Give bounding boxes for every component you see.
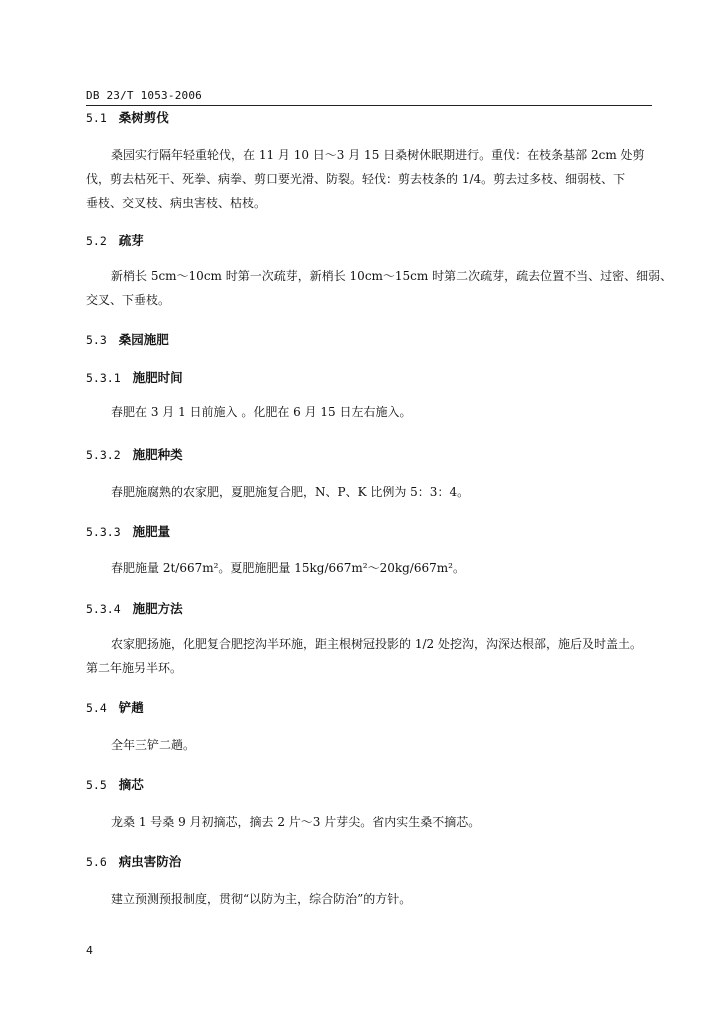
section-title: 施肥量: [132, 524, 171, 539]
section-title: 施肥种类: [132, 447, 183, 462]
section-title: 桑树剪伐: [118, 110, 169, 125]
document-code: DB 23/T 1053-2006: [86, 89, 202, 102]
section-paragraph-5-4: [86, 733, 654, 757]
paragraph-line: 交叉、下垂枝。: [86, 293, 171, 307]
paragraph-line: 全年三铲二趟。: [111, 738, 196, 752]
paragraph-line: 垂枝、交叉枝、病虫害枝、枯枝。: [86, 196, 267, 210]
header-rule: [86, 105, 652, 106]
section-number: 5.4: [86, 701, 107, 715]
section-heading-5-4: [86, 698, 144, 716]
section-heading-5-3: [86, 330, 169, 348]
section-heading-5-3-2: [86, 445, 183, 463]
paragraph-line: 伐，剪去枯死干、死拳、病拳、剪口要光滑、防裂。轻伐：剪去枝条的 1/4。剪去过多枝、细弱枝、下: [86, 172, 626, 186]
paragraph-line: 春肥施量 2t/667m²。夏肥施肥量 15kg/667m²～20kg/667m²。: [111, 561, 465, 575]
paragraph-line: 春肥在 3 月 1 日前施入 。化肥在 6 月 15 日左右施入。: [111, 405, 412, 419]
section-title: 摘芯: [118, 777, 144, 792]
section-number: 5.3.4: [86, 602, 121, 616]
section-number: 5.3.1: [86, 371, 121, 385]
page-number: 4: [86, 944, 93, 957]
section-paragraph-5-3-2: [86, 480, 654, 504]
section-paragraph-5-2: [86, 264, 673, 312]
section-paragraph-5-3-1: [86, 400, 654, 424]
section-heading-5-3-4: [86, 599, 183, 617]
section-number: 5.5: [86, 778, 107, 792]
section-title: 铲趟: [118, 700, 144, 715]
section-heading-5-3-3: [86, 522, 170, 540]
section-number: 5.1: [86, 111, 107, 125]
section-heading-5-2: [86, 231, 144, 249]
paragraph-line: 桑园实行隔年轻重轮伐，在 11 月 10 日～3 月 15 日桑树休眠期进行。重伐：在枝条基部 2cm 处剪: [111, 148, 645, 162]
section-heading-5-1: [86, 108, 169, 126]
section-heading-5-6: [86, 852, 181, 870]
section-heading-5-5: [86, 775, 144, 793]
section-number: 5.3: [86, 333, 107, 347]
section-paragraph-5-3-3: [86, 556, 654, 580]
section-title: 施肥时间: [132, 370, 183, 385]
section-title: 病虫害防治: [118, 854, 182, 869]
section-paragraph-5-1: [86, 143, 654, 215]
section-title: 施肥方法: [132, 601, 183, 616]
section-title: 桑园施肥: [118, 332, 169, 347]
section-number: 5.3.2: [86, 448, 121, 462]
paragraph-line: 农家肥扬施，化肥复合肥挖沟半环施，距主根树冠投影的 1/2 处挖沟，沟深达根部，施后及时盖土。: [111, 637, 642, 651]
paragraph-line: 新梢长 5cm～10cm 时第一次疏芽，新梢长 10cm～15cm 时第二次疏芽，疏去位置不当、过密、细弱、: [111, 269, 673, 283]
section-number: 5.6: [86, 855, 107, 869]
section-paragraph-5-6: [86, 887, 654, 911]
paragraph-line: 春肥施腐熟的农家肥，夏肥施复合肥，N、P、K 比例为 5：3：4。: [111, 485, 470, 499]
paragraph-line: 龙桑 1 号桑 9 月初摘芯，摘去 2 片～3 片芽尖。省内实生桑不摘芯。: [111, 815, 481, 829]
section-number: 5.3.3: [86, 525, 121, 539]
section-title: 疏芽: [118, 233, 144, 248]
paragraph-line: 第二年施另半环。: [86, 661, 183, 675]
paragraph-line: 建立预测预报制度，贯彻“以防为主，综合防治”的方针。: [111, 892, 412, 906]
section-number: 5.2: [86, 234, 107, 248]
section-paragraph-5-3-4: [86, 632, 654, 680]
section-heading-5-3-1: [86, 368, 183, 386]
section-paragraph-5-5: [86, 810, 654, 834]
